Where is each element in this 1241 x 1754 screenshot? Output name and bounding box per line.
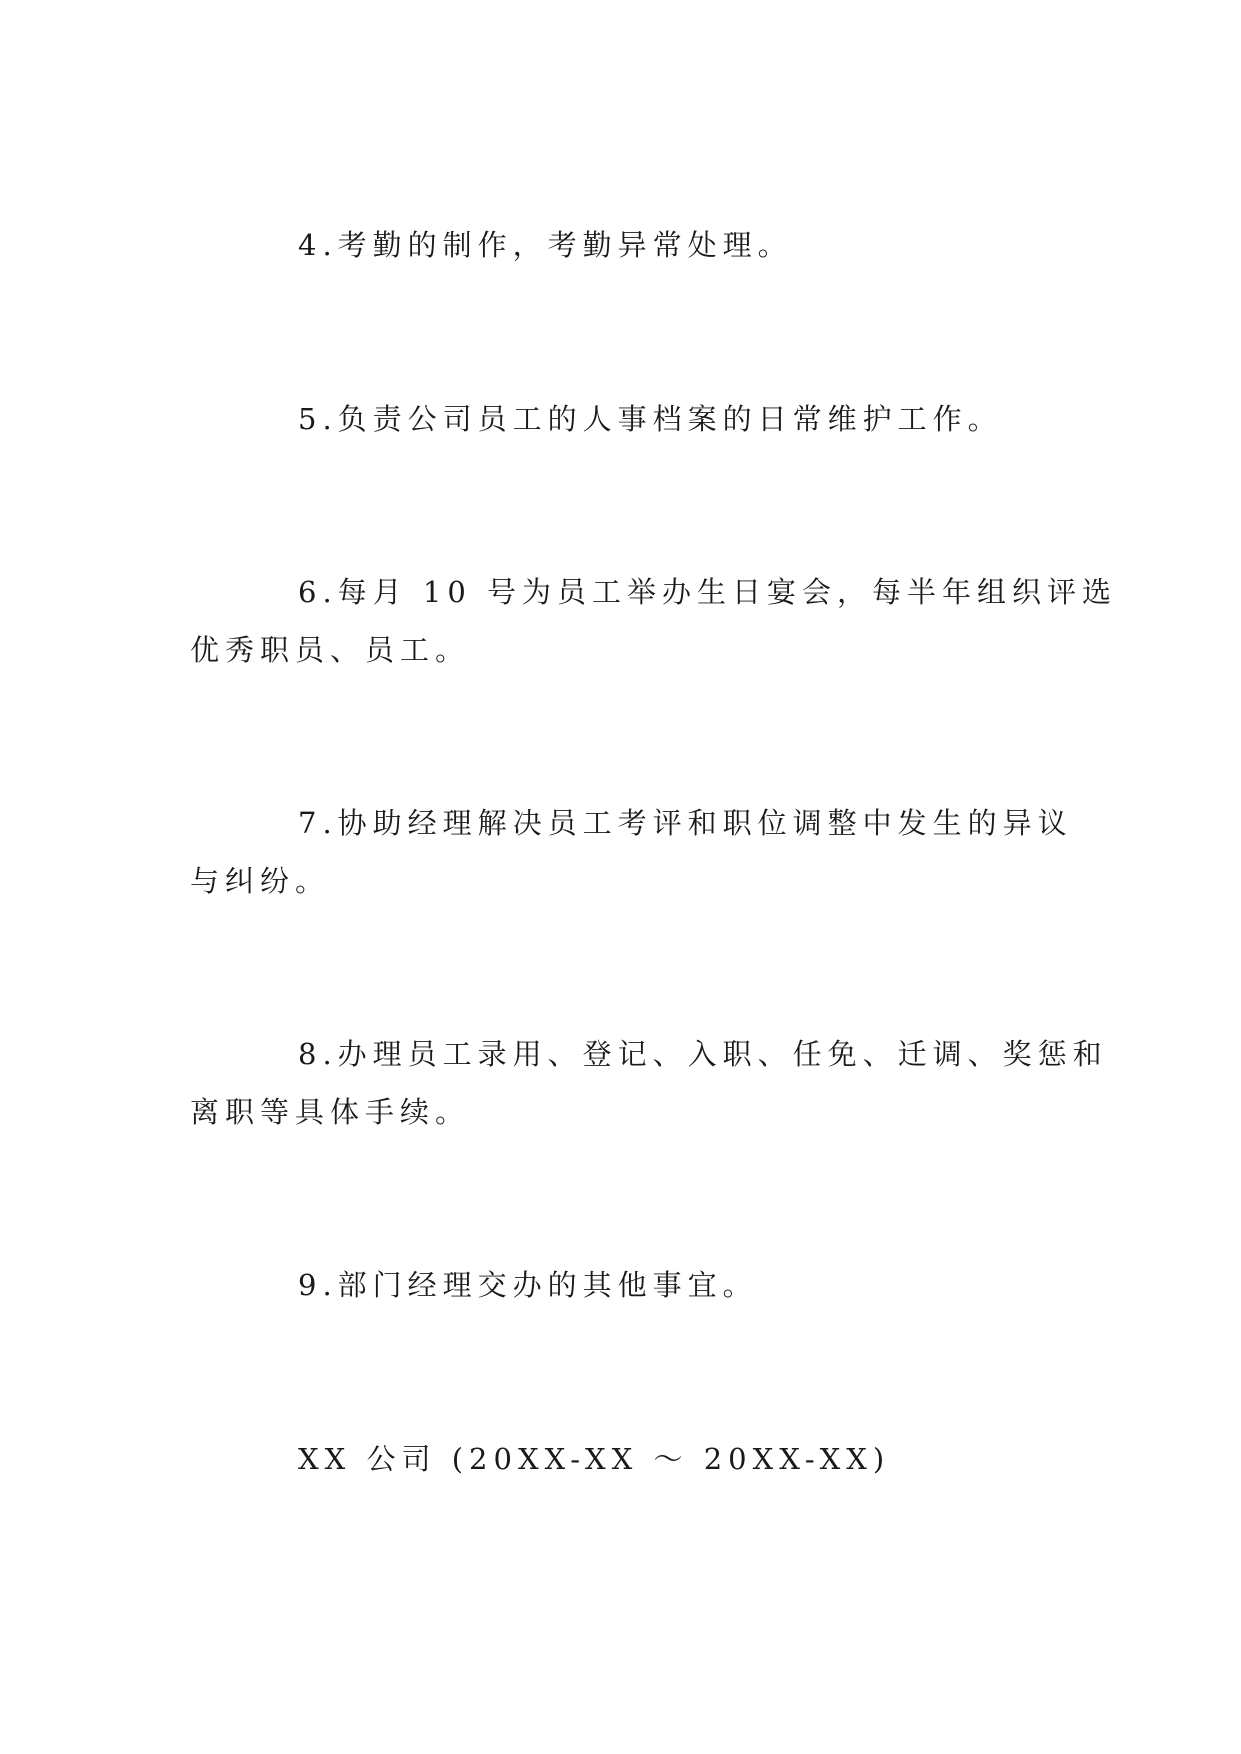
list-item-4-line-1: 4.考勤的制作，考勤异常处理。 (298, 228, 793, 262)
list-item-7-line-2: 与纠纷。 (190, 864, 331, 898)
list-item-8-line-1: 8.办理员工录用、登记、入职、任免、迁调、奖惩和 (298, 1037, 1108, 1071)
company-footer (190, 1430, 1050, 1488)
list-item-6-line-1: 6.每月 10 号为员工举办生日宴会，每半年组织评选 (298, 575, 1118, 609)
list-item-9-line-1: 9.部门经理交办的其他事宜。 (298, 1268, 758, 1302)
list-item-7 (190, 794, 1073, 910)
company-footer-text: XX 公司 (20XX-XX ～ 20XX-XX) (298, 1442, 891, 1476)
list-item-8-line-2: 离职等具体手续。 (190, 1095, 471, 1129)
list-item-6-line-2: 优秀职员、员工。 (190, 633, 471, 667)
list-item-8 (190, 1025, 1108, 1141)
list-item-6 (190, 563, 1118, 679)
list-item-4 (190, 216, 1050, 274)
list-item-5-line-1: 5.负责公司员工的人事档案的日常维护工作。 (298, 402, 1003, 436)
list-item-7-line-1: 7.协助经理解决员工考评和职位调整中发生的异议 (298, 806, 1073, 840)
list-item-5 (190, 390, 1050, 448)
list-item-9 (190, 1256, 1050, 1314)
